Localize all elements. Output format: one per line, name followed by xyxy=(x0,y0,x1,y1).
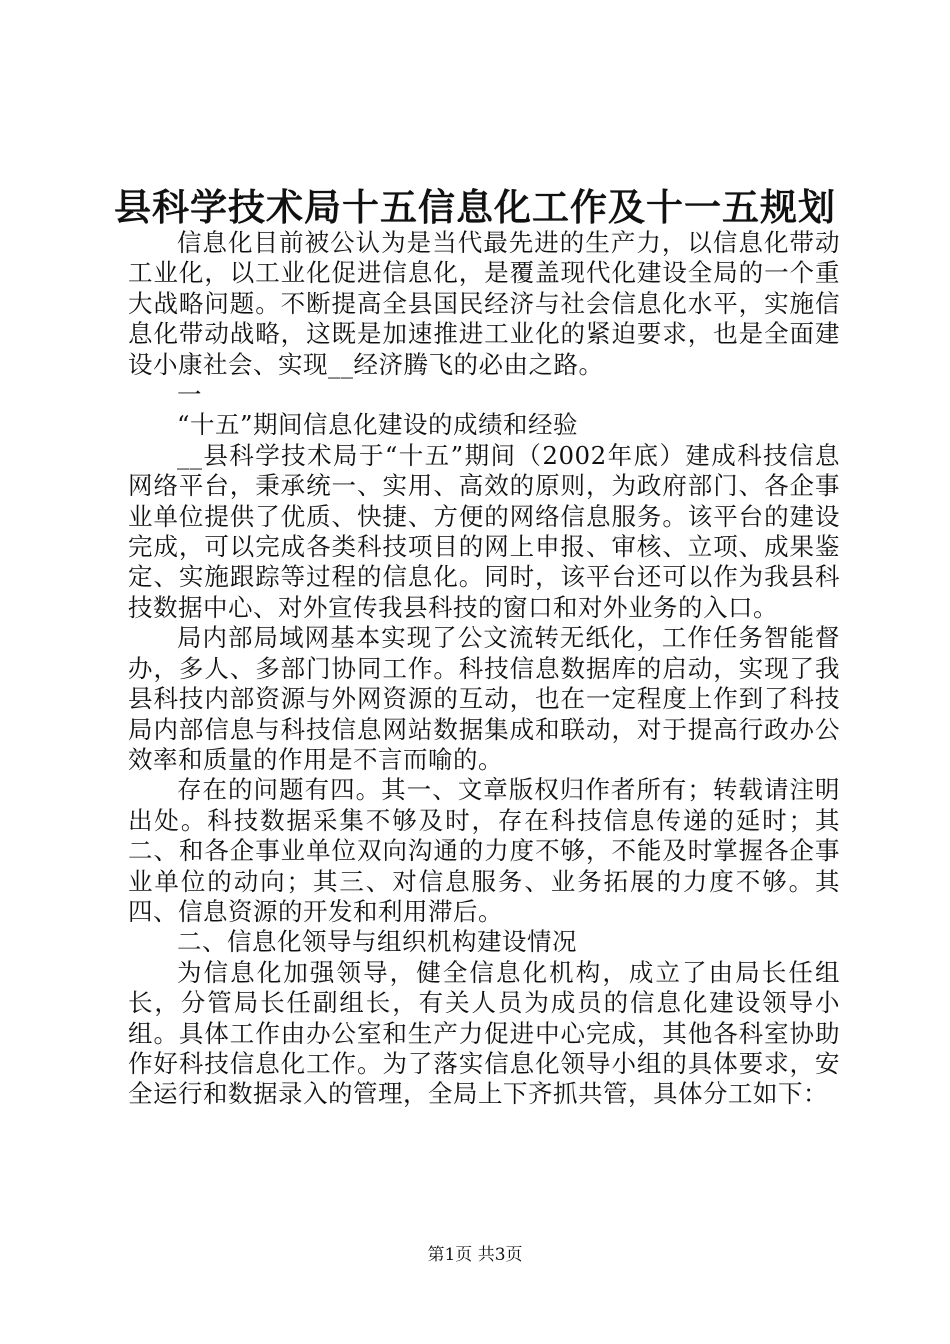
paragraph-intro: 信息化目前被公认为是当代最先进的生产力，以信息化带动工业化，以工业化促进信息化，是覆盖现代化建设全局的一个重大战略问题。不断提高全县国民经济与社会信息化水平，实施信息化带动战略，这既是加速推进工业化的紧迫要求，也是全面建设小康社会、实现__经济腾飞的必由之路。 xyxy=(128,228,840,379)
page-footer: 第1页 共3页 xyxy=(427,1245,523,1265)
section-heading-achievements: “十五”期间信息化建设的成绩和经验 xyxy=(177,410,579,440)
paragraph-lan: 局内部局域网基本实现了公文流转无纸化，工作任务智能督办，多人、多部门协同工作。科技信息数据库的启动，实现了我县科技内部资源与外网资源的互动，也在一定程度上作到了科技局内部信息与科技信息网站数据集成和联动，对于提高行政办公效率和质量的作用是不言而喻的。 xyxy=(128,623,840,774)
document-body xyxy=(128,228,840,1110)
paragraph-leadership: 为信息化加强领导，健全信息化机构，成立了由局长任组长，分管局长任副组长，有关人员为成员的信息化建设领导小组。具体工作由办公室和生产力促进中心完成，其他各科室协助作好科技信息化工作。为了落实信息化领导小组的具体要求，安全运行和数据录入的管理，全局上下齐抓共管，具体分工如下： xyxy=(128,957,840,1109)
document-title: 县科学技术局十五信息化工作及十一五规划 xyxy=(114,186,836,229)
paragraph-problems: 存在的问题有四。其一、文章版权归作者所有；转载请注明出处。科技数据采集不够及时，存在科技信息传递的延时；其二、和各企事业单位双向沟通的力度不够，不能及时掌握各企事业单位的动向；其三、对信息服务、业务拓展的力度不够。其四、信息资源的开发和利用滞后。 xyxy=(128,775,840,926)
paragraph-platform: __县科学技术局于“十五”期间（2002年底）建成科技信息网络平台，秉承统一、实用、高效的原则，为政府部门、各企事业单位提供了优质、快捷、方便的网络信息服务。该平台的建设完成，可以完成各类科技项目的网上申报、审核、立项、成果鉴定、实施跟踪等过程的信息化。同时，该平台还可以作为我县科技数据中心、对外宣传我县科技的窗口和对外业务的入口。 xyxy=(128,440,840,622)
section-heading-leadership: 二、信息化领导与组织机构建设情况 xyxy=(177,927,577,957)
section-number-one: 一 xyxy=(177,380,202,410)
